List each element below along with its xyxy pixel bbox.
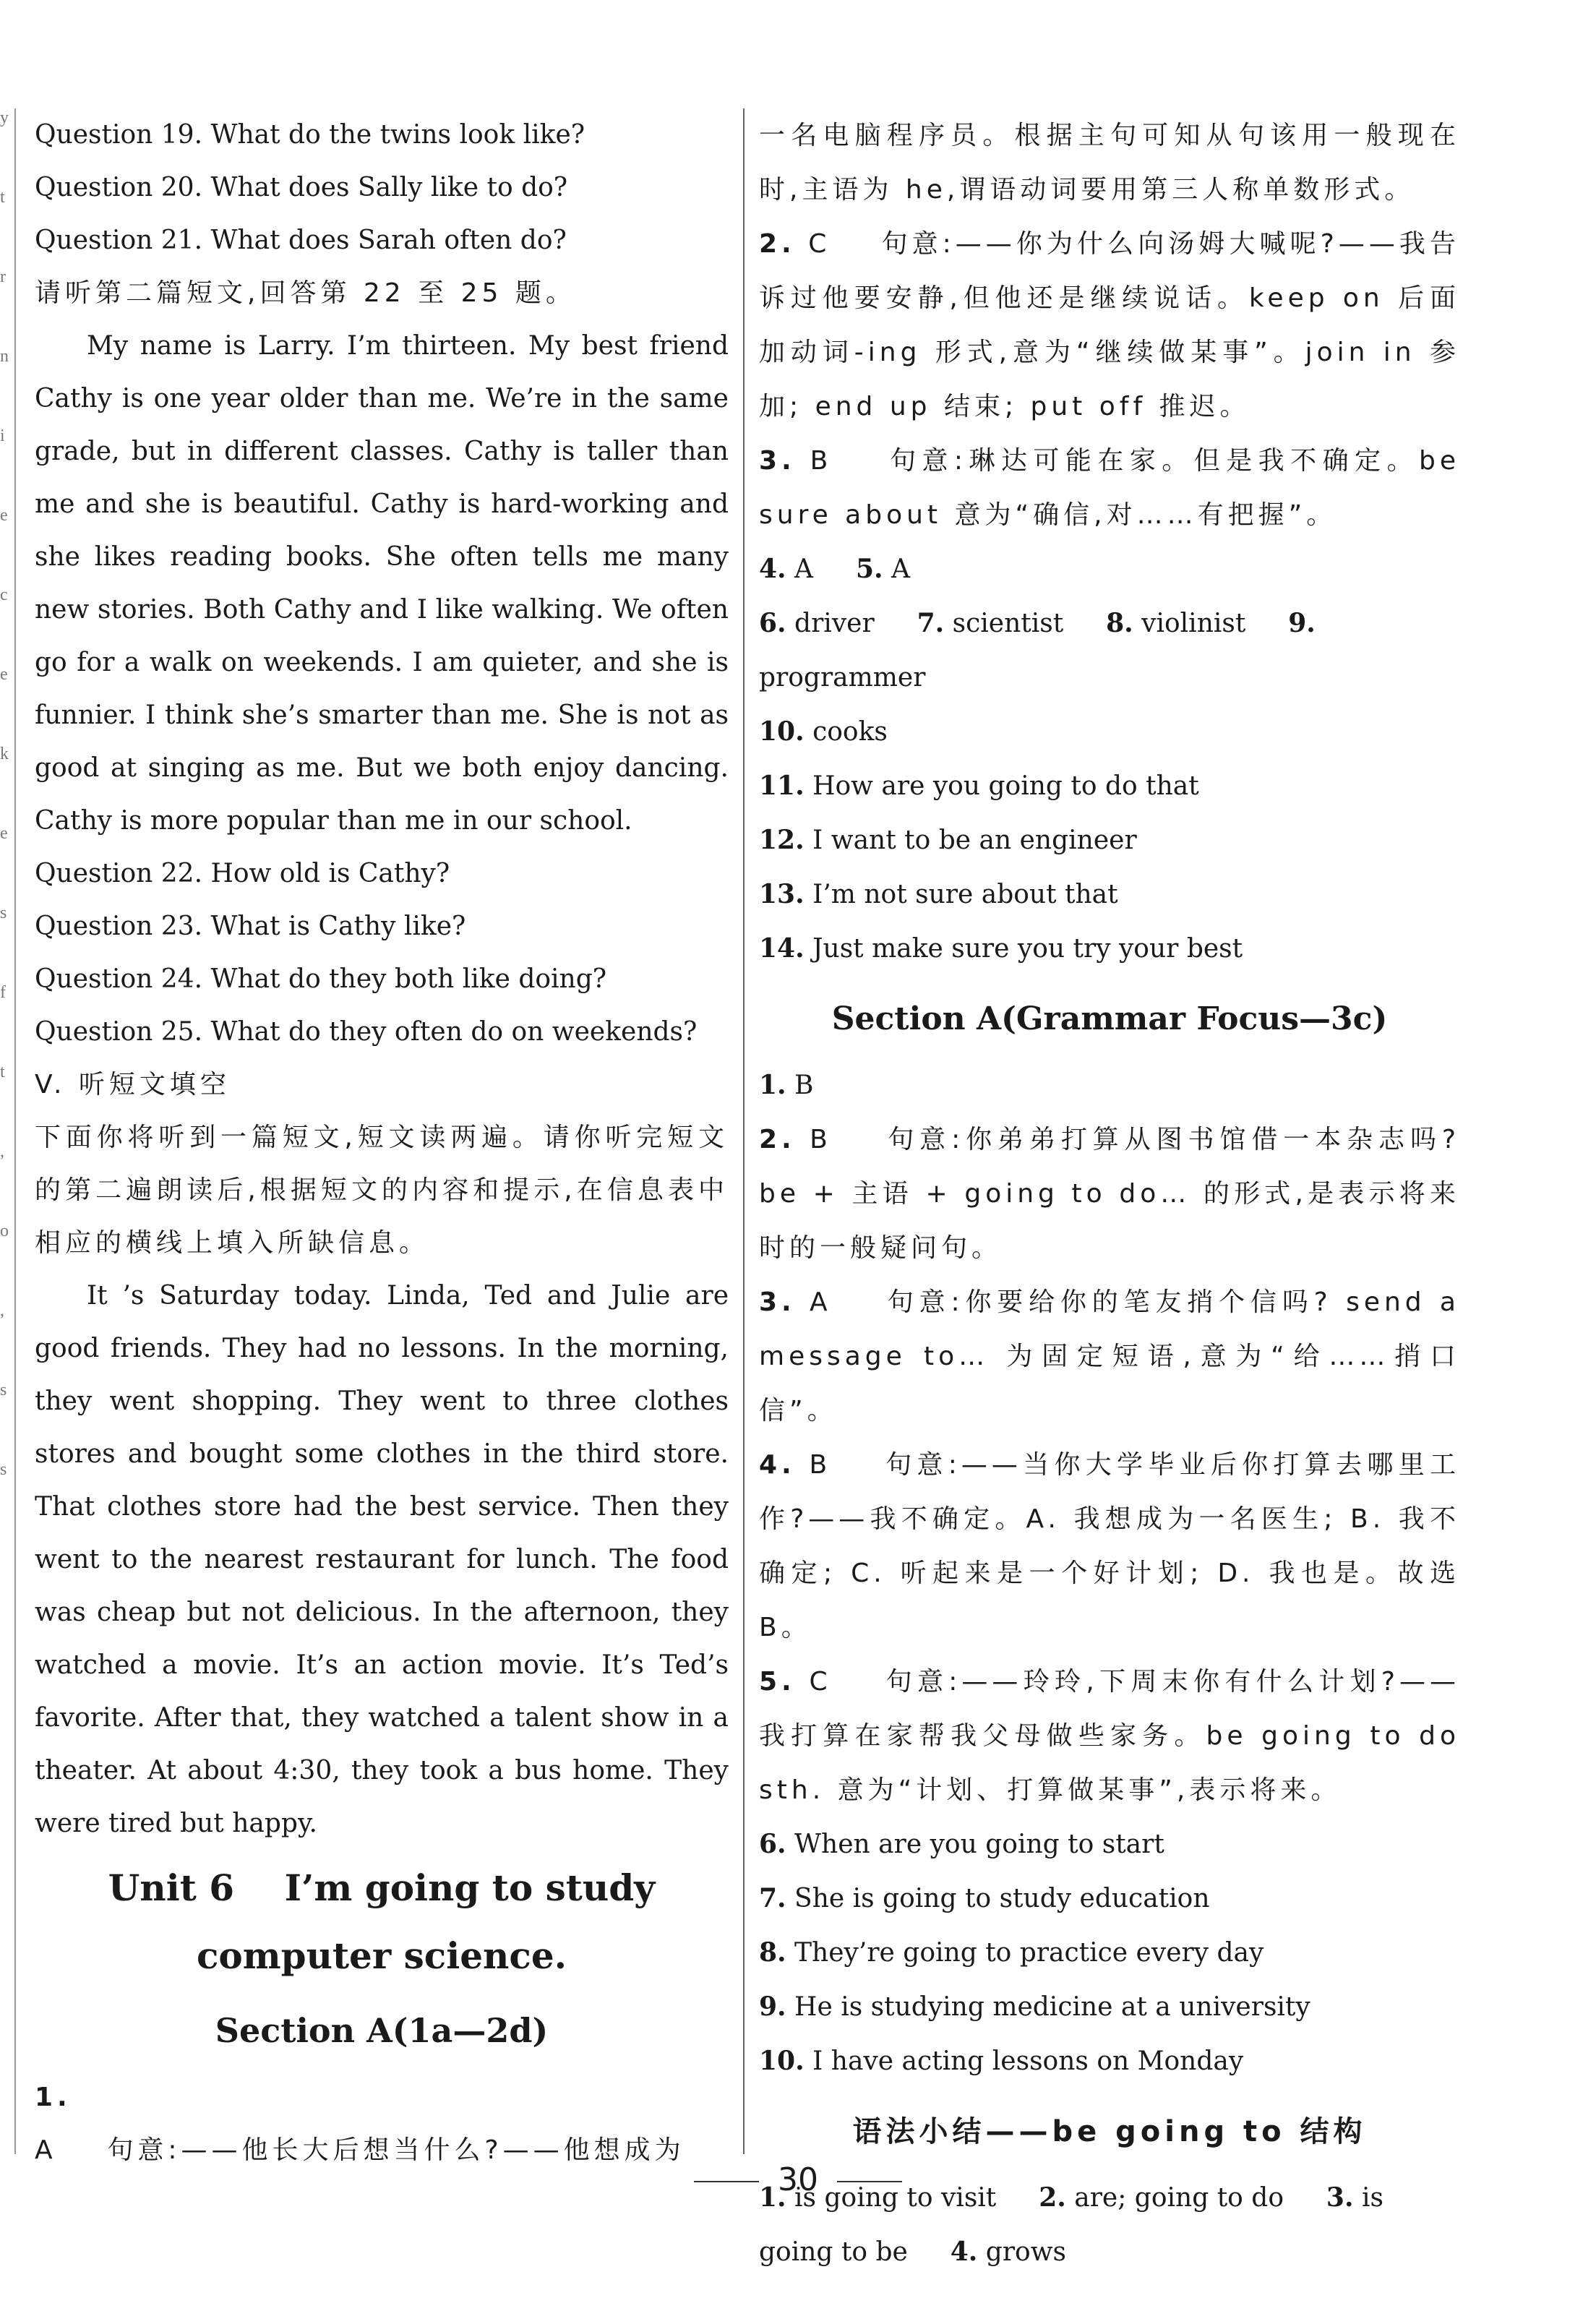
answer-13 [759,867,1460,922]
passage-3: It ’s Saturday today. Linda, Ted and Julie are good friends. They had no lessons. In the morning, they went shopping. They went to three clothes stores and bought some clothes in the third store. That clothes store had the best service. Then they went to the nearest restaurant for lunch. The food was cheap but not delicious. In the afternoon, they watched a movie. It’s an action movie. It’s Ted’s favorite. After that, they watched a talent show in a theater. At about 4:30, they took a bus home. They were tired but happy. [35,1281,729,1838]
margin-mark: c [0,586,8,604]
answer-3 [759,434,1473,542]
answer-number: 7. [759,1883,786,1913]
answer-2 [759,217,1460,434]
answer-number: 3. [1326,2182,1354,2213]
answer-number: 5. [759,1667,796,1697]
answer-number: 9. [759,1991,786,2022]
answer-text: are; going to do [1074,2183,1284,2213]
answer-text: scientist [952,609,1064,638]
answer-number: 14. [759,933,805,964]
answer-text: He is studying medicine at a university [794,1992,1310,2022]
answer-text: cooks [812,717,888,747]
answer-number: 1. [759,2182,786,2213]
question-20: Question 20. What does Sally like to do? [35,173,568,202]
answer-number: 1. [35,2083,72,2112]
margin-mark: n [0,347,9,366]
answer-number: 6. [759,1829,786,1859]
margin-mark: f [0,983,6,1002]
answer-text: Just make sure you try your best [812,934,1243,964]
margin-mark: s [0,904,7,922]
margin-mark: s [0,1381,7,1399]
margin-mark: e [0,506,8,525]
answer-number: 5. [855,554,883,584]
answer-number: 12. [759,825,805,855]
answer-text: I have acting lessons on Monday [812,2046,1244,2076]
question-22: Question 22. How old is Cathy? [35,859,450,888]
grammar-answer-9 [759,1980,1460,2034]
grammar-summary-title: 语法小结——be going to 结构 [852,2115,1367,2148]
margin-mark: t [0,188,5,207]
answer-number: 11. [759,771,805,801]
answer-14 [759,922,1460,976]
page-number-dash-right [837,2181,902,2182]
answer-number: 10. [759,716,805,747]
passage-2: My name is Larry. I’m thirteen. My best friend Cathy is one year older than me. We’re in the same grade, but in different classes. Cathy is taller than me and she is beautiful. Cathy is hard-working and she likes reading books. She often tells me many new stories. Both Cathy and I like walking. We often go for a walk on weekends. I am quieter, and she is funnier. I think she’s smarter than me. She is not as good at singing as me. But we both enjoy dancing. Cathy is more popular than me in our school. [35,331,729,836]
grammar-answer-8 [759,1926,1460,1980]
answer-text: B 句意:你弟弟打算从图书馆借一本杂志吗? be + 主语 + going to do… 的形式,是表示将来时的一般疑问句。 [759,1125,1473,1263]
answer-text: violinist [1141,609,1246,638]
answer-text: B [794,1071,814,1100]
left-margin-rule [14,108,16,2154]
passage2-intro: 请听第二篇短文,回答第 22 至 25 题。 [35,278,576,308]
column-divider [743,108,745,2154]
answer-text: B 句意:琳达可能在家。但是我不确定。be sure about 意为“确信,对……有把握”。 [759,446,1473,530]
answer-number: 4. [759,1450,796,1480]
right-column [759,108,1473,2279]
answer-text: When are you going to start [794,1830,1164,1859]
grammar-answer-10 [759,2034,1460,2088]
grammar-answer-4 [759,1438,1473,1655]
grammar-answer-2 [759,1112,1473,1275]
answer-number: 7. [917,608,945,638]
margin-mark: e [0,824,8,843]
answer-text: A 句意:——他长大后想当什么?——他想成为 [35,2135,685,2165]
answer-number: 8. [1106,608,1133,638]
answer-11 [759,759,1460,813]
page-number [0,2161,1596,2198]
margin-mark: t [0,1063,5,1081]
answer-text: B 句意:——当你大学毕业后你打算去哪里工作?——我不确定。A. 我想成为一名医生; B. 我不确定; C. 听起来是一个好计划; D. 我也是。故选 B。 [759,1450,1473,1642]
answer-12 [759,813,1460,867]
answer-text: is going to be [759,2183,1383,2267]
answer-text: C 句意:——玲玲,下周末你有什么计划?——我打算在家帮我父母做些家务。be going to do sth. 意为“计划、打算做某事”,表示将来。 [759,1667,1473,1805]
section-a-1a-2d-title: Section A(1a—2d) [215,2011,549,2050]
section5-title: V. 听短文填空 [35,1070,231,1099]
section-a-grammar-focus-title: Section A(Grammar Focus—3c) [831,1000,1388,1037]
question-24: Question 24. What do they both like doing? [35,964,607,994]
answer-number: 3. [759,1287,796,1317]
answer-text: driver [794,609,875,638]
grammar-answer-3 [759,1275,1473,1438]
answer-number: 13. [759,879,805,909]
answer-text: I’m not sure about that [812,880,1118,909]
answer-text: How are you going to do that [812,771,1199,801]
question-25: Question 25. What do they often do on weekends? [35,1017,698,1047]
margin-marks [0,108,13,1540]
answer-number: 3. [759,446,796,476]
grammar-answer-6 [759,1817,1460,1871]
question-23: Question 23. What is Cathy like? [35,912,466,941]
answer-number: 4. [759,554,786,584]
margin-mark: , [0,1301,4,1320]
answer-text: A [891,554,910,584]
answer-10 [759,705,1460,759]
answer-text: C 句意:——你为什么向汤姆大喊呢?——我告诉过他要安静,但他还是继续说话。keep on 后面加动词-ing 形式,意为“继续做某事”。join in 参加; end up 结束; put off 推迟。 [759,229,1460,421]
answer-number: 10. [759,2046,805,2076]
unit-title-line2: computer science. [196,1934,567,1977]
answer-text: She is going to study education [794,1884,1210,1913]
margin-mark: y [0,108,9,127]
answer-number: 8. [759,1937,786,1968]
answer-number: 2. [759,1125,796,1154]
answer-number: 2. [1039,2182,1066,2213]
left-column [35,108,729,2177]
answer-number: 1. [759,1070,786,1100]
margin-mark: e [0,665,8,684]
margin-mark: s [0,1460,7,1479]
unit-title-line1: Unit 6 I’m going to study [108,1866,656,1909]
answers-4-5 [759,542,1460,596]
answer-number: 2. [759,229,796,259]
answer-text: A [794,554,814,584]
margin-mark: i [0,426,5,445]
margin-mark: r [0,267,6,286]
unit-title [35,1854,729,1990]
margin-mark: k [0,745,9,763]
page-number-value: 30 [778,2161,818,2198]
question-21: Question 21. What does Sarah often do? [35,226,567,255]
answer-text: grows [985,2237,1067,2267]
answer-number: 9. [1288,608,1316,638]
question-19: Question 19. What do the twins look like? [35,120,585,150]
grammar-answer-1 [759,1058,1460,1112]
answer-text: programmer [759,663,926,693]
answer-text: I want to be an engineer [812,826,1137,855]
answer-1-continued: 一名电脑程序员。根据主句可知从句该用一般现在时,主语为 he,谓语动词要用第三人称单数形式。 [759,121,1460,205]
answer-text: They’re going to practice every day [794,1938,1264,1968]
answer-number: 6. [759,608,786,638]
page-number-dash-left [694,2181,759,2182]
answer-number: 4. [950,2237,978,2267]
margin-mark: , [0,1142,4,1161]
answers-6-9 [759,596,1460,705]
answer-text: A 句意:你要给你的笔友捎个信吗? send a message to… 为固定短语,意为“给……捎口信”。 [759,1287,1473,1425]
grammar-answer-5 [759,1655,1473,1817]
margin-mark: o [0,1222,9,1240]
grammar-answer-7 [759,1871,1460,1926]
answer-text: is going to visit [794,2183,997,2213]
section5-instructions: 下面你将听到一篇短文,短文读两遍。请你听完短文的第二遍朗读后,根据短文的内容和提示,在信息表中相应的横线上填入所缺信息。 [35,1123,729,1258]
